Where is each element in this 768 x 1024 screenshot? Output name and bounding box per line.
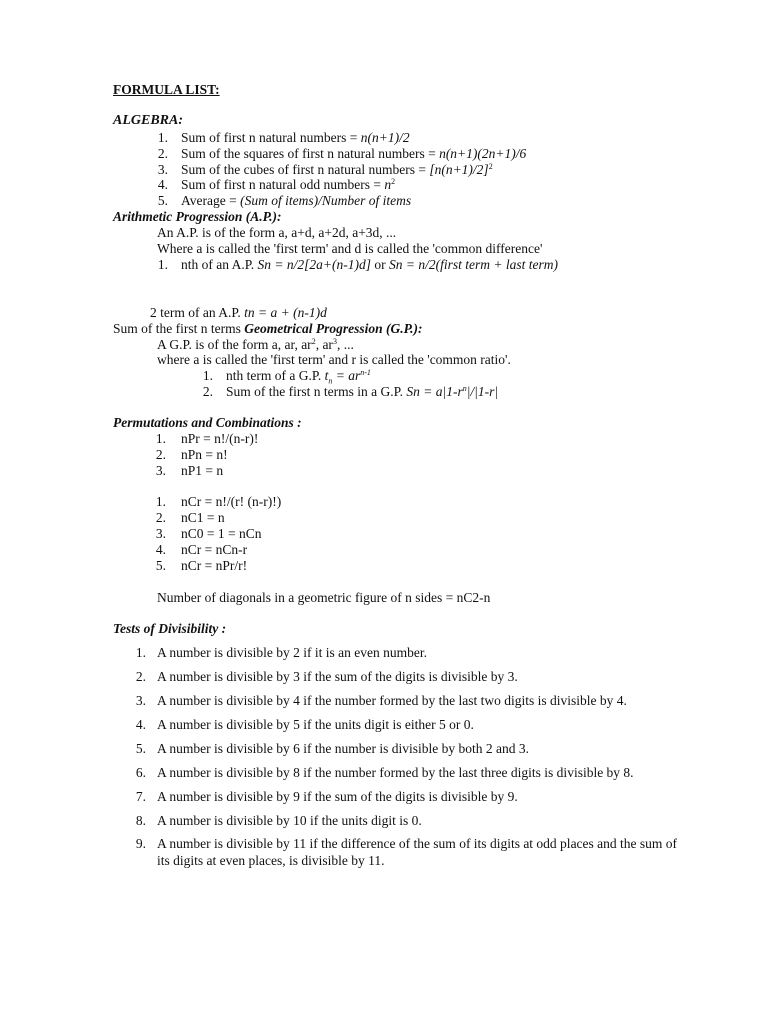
algebra-item-number: 1. <box>157 130 168 145</box>
comb-item: nC1 = n <box>181 510 225 525</box>
div-item-number: 1. <box>135 645 146 660</box>
algebra-item-number: 2. <box>157 146 168 161</box>
comb-item: nCr = nCn-r <box>181 542 248 557</box>
ap-where-text: Where a is called the 'first term' and d is called the 'common difference' <box>157 241 543 256</box>
comb-item-number: 3. <box>155 526 166 541</box>
perm-item: nPr = n!/(n-r)! <box>181 431 259 446</box>
algebra-item: Sum of the cubes of first n natural numbers = $[n(n+1)/2]^2$ <box>181 162 493 177</box>
divisibility-heading: Tests of Divisibility : <box>113 621 227 636</box>
algebra-item: Sum of first n natural numbers = n(n+1)/2 <box>181 130 410 145</box>
div-item-number: 5. <box>135 741 146 756</box>
div-item-number: 9. <box>135 836 146 851</box>
div-item: A number is divisible by 8 if the number formed by the last three digits is divisible by 8. <box>157 765 634 780</box>
div-item: A number is divisible by 2 if it is an even number. <box>157 645 427 660</box>
comb-item: nCr = nPr/r! <box>181 558 248 573</box>
comb-item: nC0 = 1 = nCn <box>181 526 262 541</box>
comb-item: nCr = n!/(r! (n-r)!) <box>181 494 282 509</box>
algebra-item-number: 3. <box>157 162 168 177</box>
ap-item-sum: nth of an A.P. Sn = n/2[2a+(n-1)d] or Sn = n/2(first term + last term) <box>181 257 558 272</box>
perm-item-number: 1. <box>155 431 166 446</box>
gp-item-number: 2. <box>202 384 213 399</box>
div-item: A number is divisible by 5 if the units digit is either 5 or 0. <box>157 717 474 732</box>
div-item: A number is divisible by 11 if the difference of the sum of its digits at odd places and the sum of <box>157 836 678 851</box>
diagonals-text: Number of diagonals in a geometric figure of n sides = nC2-n <box>157 590 491 605</box>
div-item-continuation: its digits at even places, is divisible by 11. <box>157 853 385 868</box>
div-item: A number is divisible by 3 if the sum of the digits is divisible by 3. <box>157 669 518 684</box>
ap-form-text: An A.P. is of the form a, a+d, a+2d, a+3d, ... <box>157 225 397 240</box>
div-item-number: 8. <box>135 813 146 828</box>
algebra-item: Sum of the squares of first n natural numbers = n(n+1)(2n+1)/6 <box>181 146 527 161</box>
perm-item: nPn = n! <box>181 447 228 462</box>
perm-item-number: 2. <box>155 447 166 462</box>
gp-heading: Geometrical Progression (G.P.): <box>244 321 423 336</box>
comb-item-number: 2. <box>155 510 166 525</box>
gp-form-text: A G.P. is of the form a, ar, $ar^2$, $ar^3$, ... <box>157 337 354 352</box>
algebra-heading: ALGEBRA: <box>113 113 184 128</box>
div-item-number: 3. <box>135 693 146 708</box>
gp-where-text: where a is called the 'first term' and r is called the 'common ratio'. <box>157 352 511 367</box>
gp-item-term: nth term of a G.P. $t_n = ar^{n-1}$ <box>226 368 371 386</box>
div-item-number: 2. <box>135 669 146 684</box>
comb-item-number: 4. <box>155 542 166 557</box>
ap-item-number: 1. <box>157 257 168 272</box>
document-title: FORMULA LIST: <box>113 82 220 97</box>
comb-item-number: 1. <box>155 494 166 509</box>
algebra-item: Sum of first n natural odd numbers = $n^2$ <box>181 177 396 192</box>
algebra-item-number: 4. <box>157 177 168 192</box>
comb-item-number: 5. <box>155 558 166 573</box>
perm-item-number: 3. <box>155 463 166 478</box>
div-item: A number is divisible by 4 if the number formed by the last two digits is divisible by 4. <box>157 693 627 708</box>
div-item: A number is divisible by 9 if the sum of the digits is divisible by 9. <box>157 789 518 804</box>
gp-item-number: 1. <box>202 368 213 383</box>
perm-heading: Permutations and Combinations : <box>113 415 302 430</box>
div-item: A number is divisible by 6 if the number is divisible by both 2 and 3. <box>157 741 529 756</box>
div-item-number: 4. <box>135 717 146 732</box>
ap-heading: Arithmetic Progression (A.P.): <box>113 209 282 224</box>
algebra-item: Average = (Sum of items)/Number of items <box>181 193 412 208</box>
div-item-number: 6. <box>135 765 146 780</box>
algebra-item-number: 5. <box>157 193 168 208</box>
gp-heading-line: Sum of the first n terms Geometrical Progression (G.P.): <box>113 321 423 336</box>
gp-item-sum: Sum of the first n terms in a G.P. $Sn = a|1-r^n|/|1-r|$ <box>226 384 499 399</box>
perm-item: nP1 = n <box>181 463 224 478</box>
ap-item-term: 2 term of an A.P. tn = a + (n-1)d <box>150 305 327 320</box>
div-item-number: 7. <box>135 789 146 804</box>
div-item: A number is divisible by 10 if the units digit is 0. <box>157 813 422 828</box>
